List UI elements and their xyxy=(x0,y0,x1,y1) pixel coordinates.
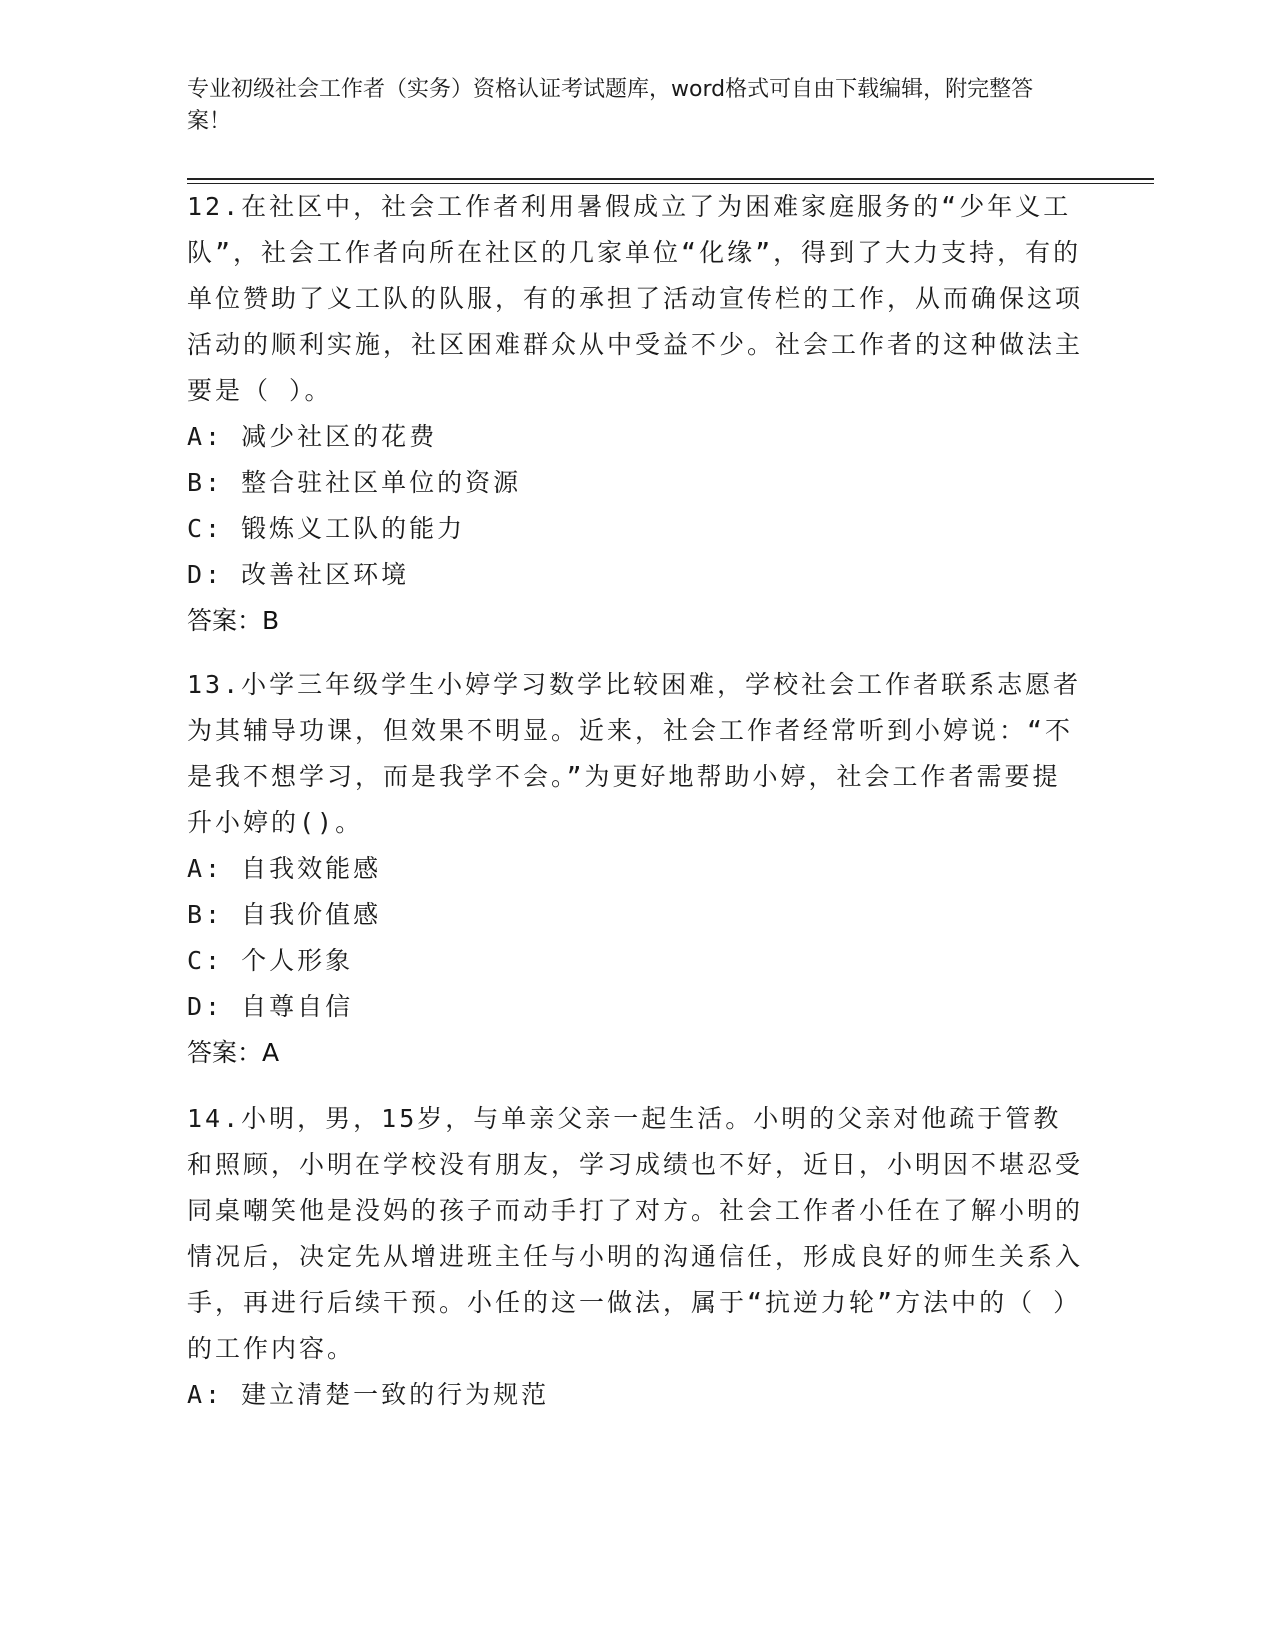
option-d: D: 改善社区环境 xyxy=(187,560,410,589)
answer-line: 答案：B xyxy=(187,606,280,635)
page-header-text: 专业初级社会工作者（实务）资格认证考试题库，word格式可自由下载编辑，附完整答案！ xyxy=(187,77,1034,134)
question-stem: 14.小明，男，15岁，与单亲父亲一起生活。小明的父亲对他疏于管教和照顾，小明在学校没有朋友，学习成绩也不好，近日，小明因不堪忍受同桌嘲笑他是没妈的孩子而动手打了对方。社会工作者小任在了解小明的情况后，决定先从增进班主任与小明的沟通信任，形成良好的师生关系入手，再进行后续干预。小任的这一做法，属于“抗逆力轮”方法中的（ ）的工作内容。 xyxy=(187,1104,1084,1363)
option-d: D: 自尊自信 xyxy=(187,992,354,1021)
question-stem: 12.在社区中，社会工作者利用暑假成立了为困难家庭服务的“少年义工队”，社会工作者向所在社区的几家单位“化缘”，得到了大力支持，有的单位赞助了义工队的队服，有的承担了活动宣传栏的工作，从而确保这项活动的顺利实施，社区困难群众从中受益不少。社会工作者的这种做法主要是（ ）。 xyxy=(187,192,1084,405)
option-a: A: 建立清楚一致的行为规范 xyxy=(187,1380,550,1409)
answer-line: 答案：A xyxy=(187,1038,280,1067)
option-a: A: 自我效能感 xyxy=(187,854,382,883)
option-a: A: 减少社区的花费 xyxy=(187,422,438,451)
question-stem: 13.小学三年级学生小婷学习数学比较困难，学校社会工作者联系志愿者为其辅导功课，但效果不明显。近来，社会工作者经常听到小婷说：“不是我不想学习，而是我学不会。”为更好地帮助小婷，社会工作者需要提升小婷的()。 xyxy=(187,670,1082,837)
option-b: B: 整合驻社区单位的资源 xyxy=(187,468,522,497)
option-c: C: 个人形象 xyxy=(187,946,354,975)
header-rule-thick xyxy=(187,178,1154,180)
question-13 xyxy=(187,662,1087,1076)
question-14 xyxy=(187,1096,1087,1418)
option-c: C: 锻炼义工队的能力 xyxy=(187,514,466,543)
option-b: B: 自我价值感 xyxy=(187,900,382,929)
question-12 xyxy=(187,184,1087,644)
